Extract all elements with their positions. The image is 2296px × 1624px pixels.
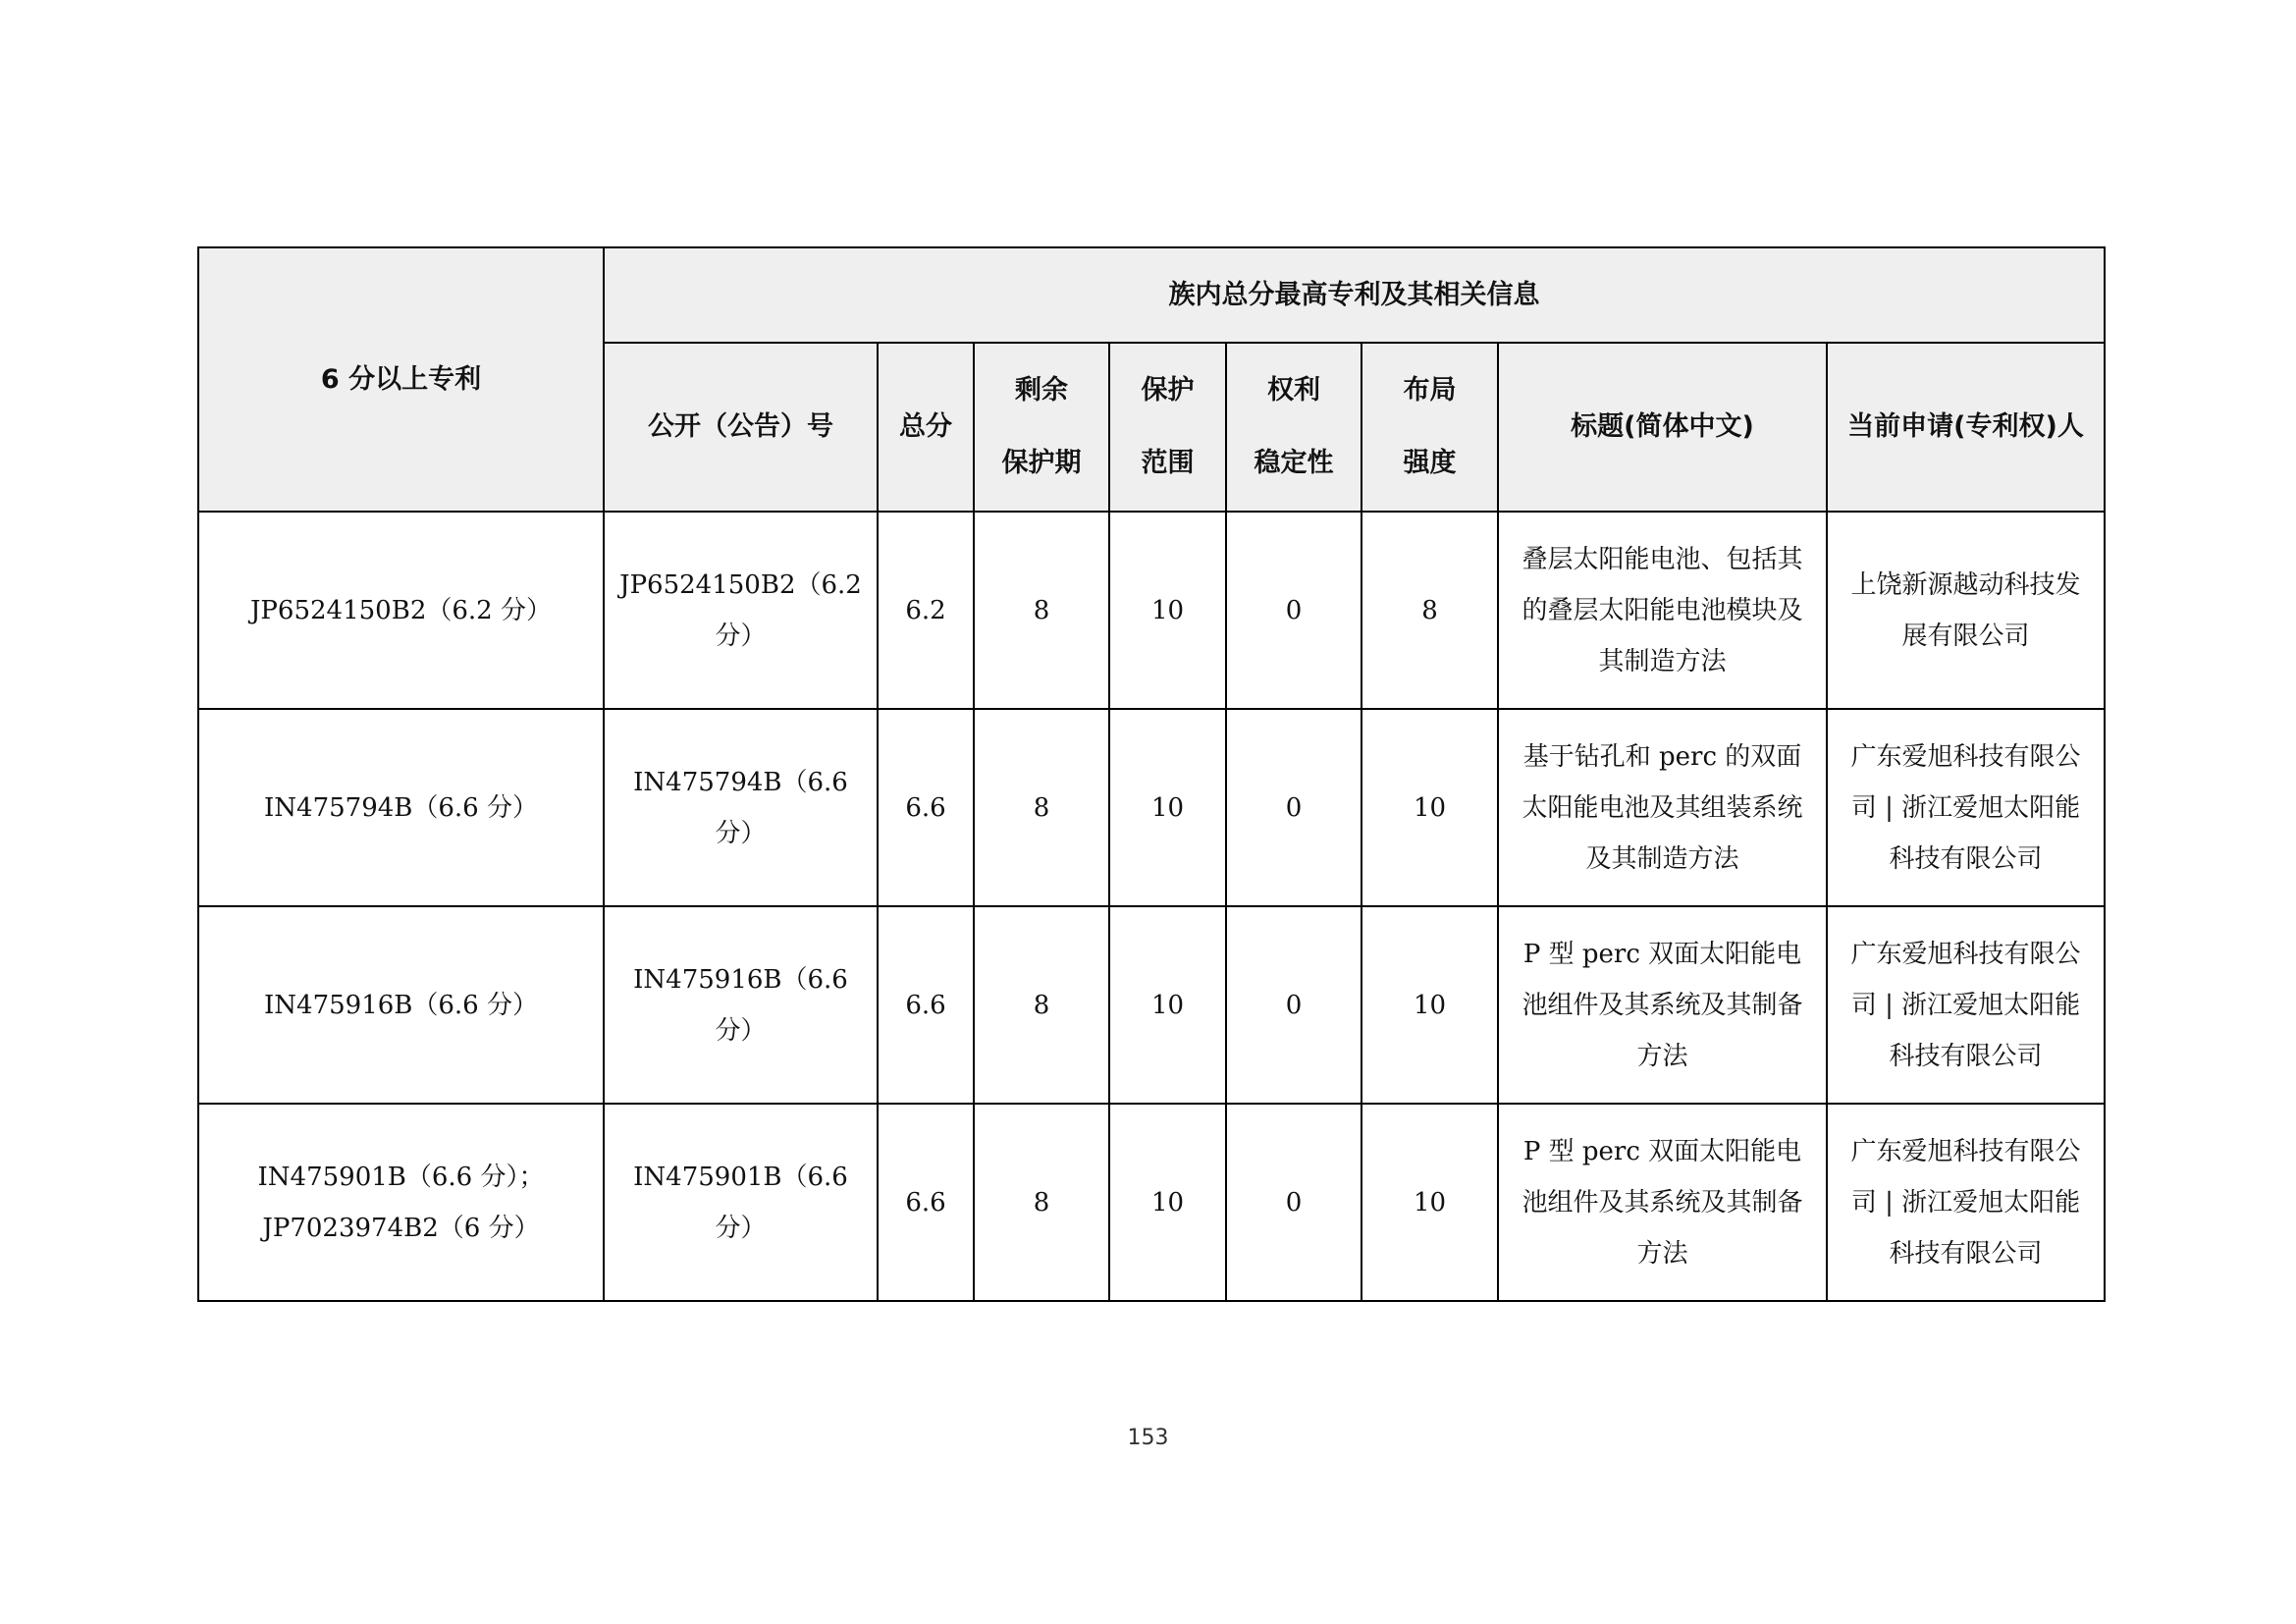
header-layout-line2: 强度: [1403, 448, 1457, 478]
cell-stability: 0: [1226, 512, 1362, 709]
header-layout-line1: 布局: [1403, 375, 1457, 406]
header-remaining-line2: 保护期: [1001, 448, 1082, 478]
cell-remaining: 8: [974, 512, 1109, 709]
header-applicant: 当前申请(专利权)人: [1827, 343, 2105, 512]
cell-stability: 0: [1226, 906, 1362, 1104]
cell-scope: 10: [1109, 906, 1226, 1104]
cell-layout: 8: [1362, 512, 1498, 709]
page-number: 153: [1127, 1426, 1169, 1450]
header-remaining: [974, 343, 1109, 512]
cell-remaining: 8: [974, 709, 1109, 906]
cell-6plus-patent-line: IN475916B（6.6 分）: [264, 990, 538, 1020]
table-row: [198, 709, 2105, 906]
cell-applicant: 广东爱旭科技有限公司 | 浙江爱旭太阳能科技有限公司: [1827, 709, 2105, 906]
header-group-family-top: 族内总分最高专利及其相关信息: [604, 247, 2105, 343]
table-row: [198, 512, 2105, 709]
header-title: 标题(简体中文): [1498, 343, 1827, 512]
cell-6plus-patent-line: JP6524150B2（6.2 分）: [250, 595, 552, 625]
table-row: [198, 1104, 2105, 1301]
cell-total: 6.6: [878, 1104, 974, 1301]
cell-scope: 10: [1109, 512, 1226, 709]
cell-scope: 10: [1109, 1104, 1226, 1301]
cell-6plus-patent: [198, 906, 604, 1104]
header-stability-line2: 稳定性: [1254, 448, 1334, 478]
cell-total: 6.6: [878, 709, 974, 906]
header-scope-line2: 范围: [1141, 448, 1195, 478]
cell-title: P 型 perc 双面太阳能电池组件及其系统及其制备方法: [1498, 1104, 1827, 1301]
cell-title: 叠层太阳能电池、包括其的叠层太阳能电池模块及其制造方法: [1498, 512, 1827, 709]
cell-layout: 10: [1362, 906, 1498, 1104]
cell-6plus-patent-line: IN475901B（6.6 分）；: [257, 1162, 545, 1192]
cell-title: 基于钻孔和 perc 的双面太阳能电池及其组装系统及其制造方法: [1498, 709, 1827, 906]
cell-pub-no: IN475901B（6.6 分）: [604, 1104, 878, 1301]
header-stability: [1226, 343, 1362, 512]
cell-remaining: 8: [974, 1104, 1109, 1301]
cell-total: 6.2: [878, 512, 974, 709]
cell-6plus-patent-line: JP7023974B2（6 分）: [262, 1213, 540, 1243]
header-layout: [1362, 343, 1498, 512]
cell-scope: 10: [1109, 709, 1226, 906]
header-remaining-line1: 剩余: [1015, 375, 1068, 406]
cell-applicant: 上饶新源越动科技发展有限公司: [1827, 512, 2105, 709]
cell-pub-no: IN475916B（6.6 分）: [604, 906, 878, 1104]
cell-6plus-patent-line: IN475794B（6.6 分）: [264, 792, 538, 823]
header-stability-line1: 权利: [1267, 375, 1320, 406]
cell-title: P 型 perc 双面太阳能电池组件及其系统及其制备方法: [1498, 906, 1827, 1104]
cell-applicant: 广东爱旭科技有限公司 | 浙江爱旭太阳能科技有限公司: [1827, 1104, 2105, 1301]
cell-6plus-patent: [198, 709, 604, 906]
header-total: 总分: [878, 343, 974, 512]
cell-layout: 10: [1362, 709, 1498, 906]
header-scope: [1109, 343, 1226, 512]
table-row: [198, 906, 2105, 1104]
cell-pub-no: JP6524150B2（6.2 分）: [604, 512, 878, 709]
header-scope-line1: 保护: [1141, 375, 1195, 406]
cell-total: 6.6: [878, 906, 974, 1104]
cell-pub-no: IN475794B（6.6 分）: [604, 709, 878, 906]
cell-remaining: 8: [974, 906, 1109, 1104]
cell-stability: 0: [1226, 1104, 1362, 1301]
header-6plus-patents: 6 分以上专利: [198, 247, 604, 512]
header-row-group: [198, 247, 2105, 343]
header-pub-no: 公开（公告）号: [604, 343, 878, 512]
cell-applicant: 广东爱旭科技有限公司 | 浙江爱旭太阳能科技有限公司: [1827, 906, 2105, 1104]
patent-table: [197, 246, 2106, 1302]
cell-6plus-patent: [198, 1104, 604, 1301]
cell-stability: 0: [1226, 709, 1362, 906]
cell-layout: 10: [1362, 1104, 1498, 1301]
cell-6plus-patent: [198, 512, 604, 709]
